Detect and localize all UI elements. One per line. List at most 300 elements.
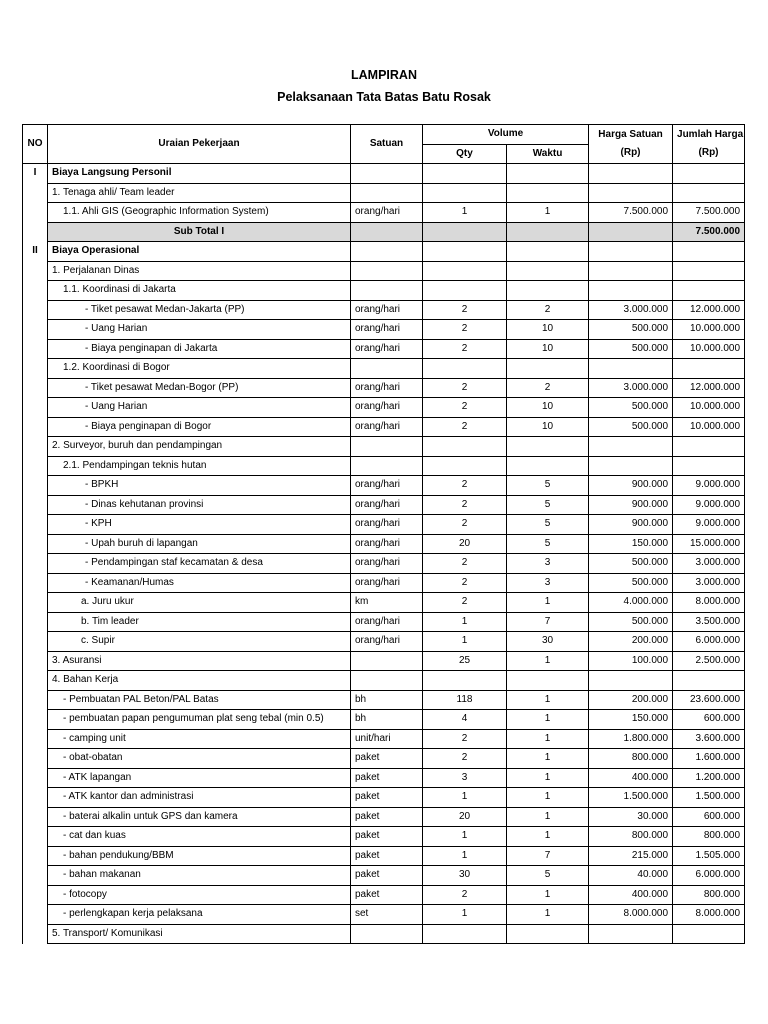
table-row xyxy=(23,183,745,203)
row-satuan: bh xyxy=(351,690,423,710)
row-harga-satuan: 800.000 xyxy=(589,827,673,847)
row-satuan: km xyxy=(351,593,423,613)
row-satuan: orang/hari xyxy=(351,534,423,554)
row-qty: 20 xyxy=(423,534,507,554)
header-jumlah-harga xyxy=(673,125,745,164)
table-row xyxy=(23,456,745,476)
row-description: 5. Transport/ Komunikasi xyxy=(48,924,351,944)
row-satuan: orang/hari xyxy=(351,398,423,418)
row-jumlah-harga xyxy=(673,164,745,184)
row-no-cell xyxy=(23,203,48,223)
row-no-cell xyxy=(23,339,48,359)
table-row xyxy=(23,339,745,359)
row-harga-satuan xyxy=(589,671,673,691)
row-harga-satuan: 40.000 xyxy=(589,866,673,886)
row-waktu xyxy=(507,281,589,301)
row-description: - Tiket pesawat Medan-Jakarta (PP) xyxy=(48,300,351,320)
row-jumlah-harga: 9.000.000 xyxy=(673,515,745,535)
row-satuan xyxy=(351,437,423,457)
row-harga-satuan: 500.000 xyxy=(589,612,673,632)
row-no-cell xyxy=(23,905,48,925)
row-no-cell xyxy=(23,534,48,554)
row-no-cell xyxy=(23,300,48,320)
row-satuan xyxy=(351,183,423,203)
row-description: - BPKH xyxy=(48,476,351,496)
header-jumlah-harga-line2: (Rp) xyxy=(698,147,719,158)
row-harga-satuan: 150.000 xyxy=(589,710,673,730)
row-qty xyxy=(423,242,507,262)
row-no-cell xyxy=(23,866,48,886)
row-waktu: 10 xyxy=(507,417,589,437)
table-row xyxy=(23,671,745,691)
row-waktu xyxy=(507,359,589,379)
row-jumlah-harga xyxy=(673,183,745,203)
row-satuan: orang/hari xyxy=(351,495,423,515)
row-waktu xyxy=(507,242,589,262)
row-satuan: orang/hari xyxy=(351,378,423,398)
row-qty: 30 xyxy=(423,866,507,886)
row-waktu: 5 xyxy=(507,515,589,535)
row-no-cell xyxy=(23,632,48,652)
row-jumlah-harga: 7.500.000 xyxy=(673,203,745,223)
row-qty: 2 xyxy=(423,885,507,905)
row-jumlah-harga: 800.000 xyxy=(673,827,745,847)
table-row xyxy=(23,573,745,593)
row-qty xyxy=(423,924,507,944)
row-jumlah-harga: 2.500.000 xyxy=(673,651,745,671)
row-satuan xyxy=(351,359,423,379)
row-description: - bahan pendukung/BBM xyxy=(48,846,351,866)
row-jumlah-harga: 3.500.000 xyxy=(673,612,745,632)
row-satuan: orang/hari xyxy=(351,573,423,593)
row-qty: 1 xyxy=(423,203,507,223)
row-qty: 4 xyxy=(423,710,507,730)
row-no-cell xyxy=(23,378,48,398)
row-harga-satuan: 1.800.000 xyxy=(589,729,673,749)
row-jumlah-harga: 600.000 xyxy=(673,710,745,730)
table-row xyxy=(23,300,745,320)
row-qty xyxy=(423,222,507,242)
row-harga-satuan xyxy=(589,456,673,476)
row-jumlah-harga: 3.600.000 xyxy=(673,729,745,749)
row-description: - Dinas kehutanan provinsi xyxy=(48,495,351,515)
document-title: LAMPIRAN xyxy=(351,68,417,82)
row-harga-satuan: 500.000 xyxy=(589,339,673,359)
row-waktu: 7 xyxy=(507,612,589,632)
table-header xyxy=(23,125,745,164)
row-no-cell xyxy=(23,612,48,632)
row-description: - Pendampingan staf kecamatan & desa xyxy=(48,554,351,574)
row-satuan: orang/hari xyxy=(351,476,423,496)
row-qty: 2 xyxy=(423,378,507,398)
row-no-cell xyxy=(23,885,48,905)
subtotal-row xyxy=(23,222,745,242)
row-satuan: bh xyxy=(351,710,423,730)
row-no-cell xyxy=(23,807,48,827)
row-waktu: 1 xyxy=(507,768,589,788)
row-satuan: paket xyxy=(351,788,423,808)
table-row xyxy=(23,651,745,671)
row-no-cell xyxy=(23,515,48,535)
row-waktu xyxy=(507,924,589,944)
row-qty: 25 xyxy=(423,651,507,671)
row-jumlah-harga: 6.000.000 xyxy=(673,632,745,652)
header-satuan: Satuan xyxy=(351,125,423,164)
row-no-cell xyxy=(23,183,48,203)
table-row xyxy=(23,203,745,223)
row-qty: 2 xyxy=(423,476,507,496)
row-satuan xyxy=(351,164,423,184)
row-qty: 2 xyxy=(423,417,507,437)
row-jumlah-harga: 12.000.000 xyxy=(673,300,745,320)
row-jumlah-harga: 3.000.000 xyxy=(673,554,745,574)
row-description: 1. Tenaga ahli/ Team leader xyxy=(48,183,351,203)
row-harga-satuan: 215.000 xyxy=(589,846,673,866)
table-row xyxy=(23,690,745,710)
row-waktu: 1 xyxy=(507,885,589,905)
table-row xyxy=(23,495,745,515)
row-no-cell xyxy=(23,593,48,613)
row-harga-satuan: 400.000 xyxy=(589,768,673,788)
subtotal-label: Sub Total I xyxy=(48,222,351,242)
row-description: - ATK kantor dan administrasi xyxy=(48,788,351,808)
row-description: - bahan makanan xyxy=(48,866,351,886)
row-qty: 118 xyxy=(423,690,507,710)
row-harga-satuan xyxy=(589,359,673,379)
row-description: Biaya Operasional xyxy=(48,242,351,262)
row-satuan xyxy=(351,242,423,262)
row-description: - perlengkapan kerja pelaksana xyxy=(48,905,351,925)
table-row xyxy=(23,632,745,652)
row-description: - Biaya penginapan di Bogor xyxy=(48,417,351,437)
row-harga-satuan xyxy=(589,164,673,184)
row-no-cell xyxy=(23,690,48,710)
row-no-cell xyxy=(23,222,48,242)
row-waktu: 1 xyxy=(507,593,589,613)
row-jumlah-harga: 23.600.000 xyxy=(673,690,745,710)
table-row xyxy=(23,476,745,496)
row-no-cell xyxy=(23,359,48,379)
row-description: 1.2. Koordinasi di Bogor xyxy=(48,359,351,379)
row-satuan xyxy=(351,456,423,476)
row-waktu: 10 xyxy=(507,339,589,359)
row-jumlah-harga: 8.000.000 xyxy=(673,905,745,925)
row-satuan: orang/hari xyxy=(351,203,423,223)
row-waktu xyxy=(507,671,589,691)
row-jumlah-harga xyxy=(673,242,745,262)
row-qty: 2 xyxy=(423,729,507,749)
row-waktu: 30 xyxy=(507,632,589,652)
row-qty: 2 xyxy=(423,593,507,613)
row-description: - Uang Harian xyxy=(48,398,351,418)
row-qty: 20 xyxy=(423,807,507,827)
row-waktu: 1 xyxy=(507,203,589,223)
row-qty: 1 xyxy=(423,905,507,925)
row-no-cell xyxy=(23,924,48,944)
row-jumlah-harga: 15.000.000 xyxy=(673,534,745,554)
row-description: - Biaya penginapan di Jakarta xyxy=(48,339,351,359)
row-waktu: 1 xyxy=(507,788,589,808)
row-harga-satuan: 500.000 xyxy=(589,554,673,574)
row-description: 3. Asuransi xyxy=(48,651,351,671)
table-row xyxy=(23,788,745,808)
row-satuan: paket xyxy=(351,749,423,769)
row-no-cell xyxy=(23,456,48,476)
row-description: - KPH xyxy=(48,515,351,535)
row-satuan xyxy=(351,651,423,671)
row-harga-satuan: 7.500.000 xyxy=(589,203,673,223)
row-satuan: orang/hari xyxy=(351,300,423,320)
row-qty: 2 xyxy=(423,495,507,515)
row-harga-satuan xyxy=(589,183,673,203)
row-harga-satuan: 200.000 xyxy=(589,632,673,652)
table-row xyxy=(23,242,745,262)
row-description: - cat dan kuas xyxy=(48,827,351,847)
row-waktu: 5 xyxy=(507,495,589,515)
row-jumlah-harga: 1.500.000 xyxy=(673,788,745,808)
row-waktu: 1 xyxy=(507,827,589,847)
row-harga-satuan: 500.000 xyxy=(589,573,673,593)
row-harga-satuan: 200.000 xyxy=(589,690,673,710)
row-no-cell xyxy=(23,417,48,437)
row-qty: 2 xyxy=(423,554,507,574)
row-harga-satuan: 400.000 xyxy=(589,885,673,905)
row-qty: 2 xyxy=(423,339,507,359)
row-jumlah-harga: 800.000 xyxy=(673,885,745,905)
row-waktu: 1 xyxy=(507,905,589,925)
row-description: 4. Bahan Kerja xyxy=(48,671,351,691)
row-harga-satuan: 3.000.000 xyxy=(589,300,673,320)
row-waktu: 3 xyxy=(507,573,589,593)
row-description: - Tiket pesawat Medan-Bogor (PP) xyxy=(48,378,351,398)
row-waktu: 3 xyxy=(507,554,589,574)
header-no: NO xyxy=(23,125,48,164)
row-harga-satuan: 800.000 xyxy=(589,749,673,769)
row-harga-satuan: 500.000 xyxy=(589,320,673,340)
row-qty: 2 xyxy=(423,749,507,769)
row-qty xyxy=(423,359,507,379)
row-qty xyxy=(423,281,507,301)
row-harga-satuan: 900.000 xyxy=(589,495,673,515)
row-waktu xyxy=(507,456,589,476)
table-row xyxy=(23,827,745,847)
row-description: c. Supir xyxy=(48,632,351,652)
row-waktu: 5 xyxy=(507,866,589,886)
row-satuan: orang/hari xyxy=(351,632,423,652)
row-qty xyxy=(423,671,507,691)
row-jumlah-harga: 9.000.000 xyxy=(673,495,745,515)
row-jumlah-harga xyxy=(673,456,745,476)
row-satuan: paket xyxy=(351,866,423,886)
table-row xyxy=(23,768,745,788)
row-jumlah-harga xyxy=(673,924,745,944)
table-row xyxy=(23,261,745,281)
row-harga-satuan: 30.000 xyxy=(589,807,673,827)
row-satuan xyxy=(351,261,423,281)
row-satuan: paket xyxy=(351,807,423,827)
row-no-cell xyxy=(23,710,48,730)
table-row xyxy=(23,710,745,730)
row-jumlah-harga: 10.000.000 xyxy=(673,320,745,340)
row-waktu: 1 xyxy=(507,749,589,769)
row-description: 2. Surveyor, buruh dan pendampingan xyxy=(48,437,351,457)
table-body xyxy=(23,164,745,944)
row-no-cell xyxy=(23,281,48,301)
row-harga-satuan xyxy=(589,924,673,944)
table-row xyxy=(23,593,745,613)
row-description: a. Juru ukur xyxy=(48,593,351,613)
row-jumlah-harga xyxy=(673,437,745,457)
row-jumlah-harga: 6.000.000 xyxy=(673,866,745,886)
row-waktu: 2 xyxy=(507,378,589,398)
row-satuan: orang/hari xyxy=(351,612,423,632)
table-row xyxy=(23,846,745,866)
row-description: 1.1. Koordinasi di Jakarta xyxy=(48,281,351,301)
row-jumlah-harga: 10.000.000 xyxy=(673,398,745,418)
row-waktu: 5 xyxy=(507,534,589,554)
row-satuan xyxy=(351,222,423,242)
table-row xyxy=(23,866,745,886)
row-jumlah-harga xyxy=(673,671,745,691)
table-row xyxy=(23,924,745,944)
row-jumlah-harga: 600.000 xyxy=(673,807,745,827)
row-jumlah-harga: 7.500.000 xyxy=(673,222,745,242)
row-harga-satuan xyxy=(589,437,673,457)
row-qty: 1 xyxy=(423,788,507,808)
row-no-cell xyxy=(23,476,48,496)
row-harga-satuan: 8.000.000 xyxy=(589,905,673,925)
table-row xyxy=(23,515,745,535)
row-harga-satuan xyxy=(589,242,673,262)
table-row xyxy=(23,905,745,925)
row-no-cell xyxy=(23,729,48,749)
row-qty xyxy=(423,183,507,203)
row-description: Biaya Langsung Personil xyxy=(48,164,351,184)
row-description: - Uang Harian xyxy=(48,320,351,340)
table-row xyxy=(23,281,745,301)
row-satuan: paket xyxy=(351,768,423,788)
row-waktu: 1 xyxy=(507,729,589,749)
row-satuan: paket xyxy=(351,846,423,866)
row-jumlah-harga: 1.505.000 xyxy=(673,846,745,866)
row-waktu: 10 xyxy=(507,398,589,418)
row-waktu: 1 xyxy=(507,651,589,671)
row-harga-satuan: 100.000 xyxy=(589,651,673,671)
row-no-cell xyxy=(23,827,48,847)
row-qty: 1 xyxy=(423,846,507,866)
row-qty: 2 xyxy=(423,573,507,593)
row-qty: 2 xyxy=(423,320,507,340)
row-description: - ATK lapangan xyxy=(48,768,351,788)
table-row xyxy=(23,885,745,905)
row-qty: 2 xyxy=(423,300,507,320)
row-waktu: 1 xyxy=(507,710,589,730)
row-satuan: orang/hari xyxy=(351,554,423,574)
row-jumlah-harga xyxy=(673,359,745,379)
table-row xyxy=(23,534,745,554)
row-jumlah-harga: 10.000.000 xyxy=(673,339,745,359)
row-no-cell xyxy=(23,846,48,866)
row-jumlah-harga: 8.000.000 xyxy=(673,593,745,613)
row-waktu xyxy=(507,164,589,184)
header-qty: Qty xyxy=(423,144,507,164)
row-no-cell xyxy=(23,749,48,769)
row-satuan: orang/hari xyxy=(351,515,423,535)
row-jumlah-harga: 9.000.000 xyxy=(673,476,745,496)
row-harga-satuan: 500.000 xyxy=(589,398,673,418)
row-satuan xyxy=(351,671,423,691)
row-qty: 1 xyxy=(423,827,507,847)
header-jumlah-harga-line1: Jumlah Harga xyxy=(677,129,744,140)
table-row xyxy=(23,398,745,418)
row-jumlah-harga xyxy=(673,281,745,301)
row-description: - fotocopy xyxy=(48,885,351,905)
table-row xyxy=(23,729,745,749)
row-no-cell xyxy=(23,554,48,574)
row-description: b. Tim leader xyxy=(48,612,351,632)
header-harga-satuan-line1: Harga Satuan xyxy=(598,129,663,140)
row-qty xyxy=(423,456,507,476)
row-satuan xyxy=(351,281,423,301)
row-satuan: orang/hari xyxy=(351,320,423,340)
header-uraian: Uraian Pekerjaan xyxy=(48,125,351,164)
row-no-cell: II xyxy=(23,242,48,262)
row-harga-satuan xyxy=(589,281,673,301)
row-description: - Keamanan/Humas xyxy=(48,573,351,593)
row-qty: 3 xyxy=(423,768,507,788)
row-jumlah-harga: 1.200.000 xyxy=(673,768,745,788)
row-qty: 2 xyxy=(423,398,507,418)
row-no-cell xyxy=(23,671,48,691)
table-row xyxy=(23,320,745,340)
row-description: 2.1. Pendampingan teknis hutan xyxy=(48,456,351,476)
row-harga-satuan: 900.000 xyxy=(589,476,673,496)
header-harga-satuan-line2: (Rp) xyxy=(620,147,641,158)
row-qty xyxy=(423,437,507,457)
row-qty: 1 xyxy=(423,612,507,632)
table-row xyxy=(23,807,745,827)
row-harga-satuan: 500.000 xyxy=(589,417,673,437)
row-waktu xyxy=(507,437,589,457)
row-description: - Upah buruh di lapangan xyxy=(48,534,351,554)
row-satuan: unit/hari xyxy=(351,729,423,749)
table-row xyxy=(23,749,745,769)
row-no-cell xyxy=(23,437,48,457)
row-waktu: 7 xyxy=(507,846,589,866)
table-row xyxy=(23,554,745,574)
row-harga-satuan: 150.000 xyxy=(589,534,673,554)
row-satuan: set xyxy=(351,905,423,925)
table-row xyxy=(23,437,745,457)
row-qty xyxy=(423,164,507,184)
document-subtitle: Pelaksanaan Tata Batas Batu Rosak xyxy=(277,90,491,104)
header-volume: Volume xyxy=(423,125,589,145)
row-no-cell: I xyxy=(23,164,48,184)
row-satuan xyxy=(351,924,423,944)
row-no-cell xyxy=(23,261,48,281)
table-row xyxy=(23,417,745,437)
row-no-cell xyxy=(23,788,48,808)
row-jumlah-harga: 10.000.000 xyxy=(673,417,745,437)
table-row xyxy=(23,359,745,379)
row-description: - pembuatan papan pengumuman plat seng tebal (min 0.5) xyxy=(48,710,351,730)
row-waktu xyxy=(507,261,589,281)
row-harga-satuan: 1.500.000 xyxy=(589,788,673,808)
row-no-cell xyxy=(23,495,48,515)
row-satuan: orang/hari xyxy=(351,417,423,437)
table-row xyxy=(23,378,745,398)
row-description: 1.1. Ahli GIS (Geographic Information System) xyxy=(48,203,351,223)
